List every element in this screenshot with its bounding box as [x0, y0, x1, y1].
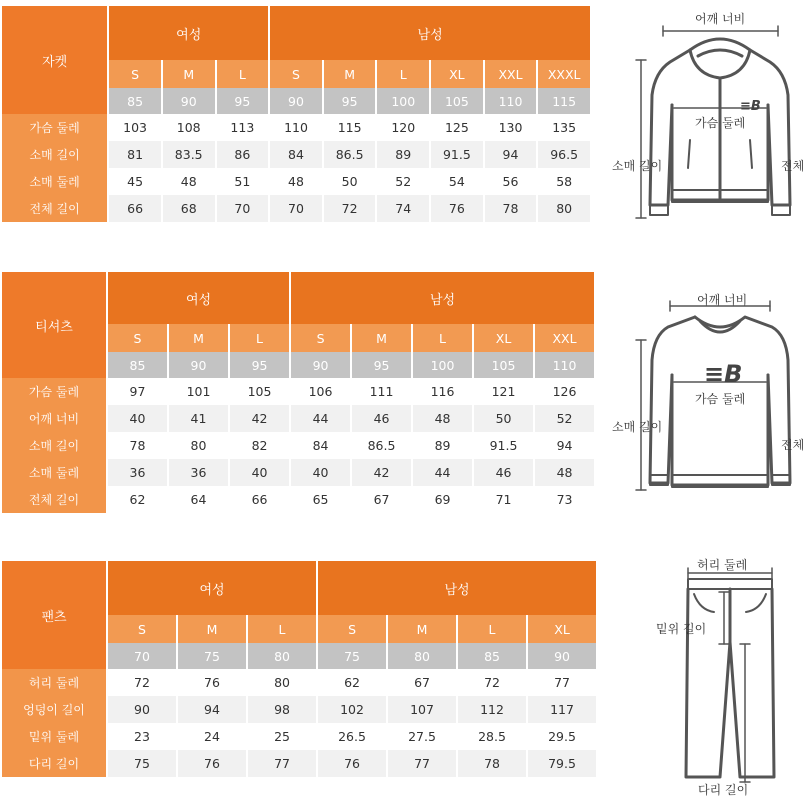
shoulder-width-label: 어깨 너비 — [695, 12, 746, 26]
measurement-value: 54 — [431, 168, 483, 195]
measurement-value: 73 — [535, 486, 594, 513]
rise-length-label: 밑위 길이 — [656, 622, 707, 636]
measurement-value: 108 — [163, 114, 215, 141]
measurement-value: 77 — [248, 750, 316, 777]
table-row — [2, 432, 594, 459]
measurement-value: 40 — [230, 459, 289, 486]
measurement-value: 135 — [538, 114, 590, 141]
measurement-value: 70 — [217, 195, 269, 222]
size-label: L — [413, 324, 472, 352]
measurement-value: 66 — [230, 486, 289, 513]
measurement-value: 52 — [535, 405, 594, 432]
measurement-value: 91.5 — [431, 141, 483, 168]
measurement-value: 50 — [474, 405, 533, 432]
shoulder-width-label: 어깨 너비 — [697, 293, 748, 307]
size-number: 85 — [109, 88, 161, 114]
measurement-value: 46 — [352, 405, 411, 432]
tshirt-measurement-diagram — [600, 285, 804, 500]
leg-length-label: 다리 길이 — [698, 783, 749, 797]
measurement-value: 36 — [108, 459, 167, 486]
table-row — [2, 378, 594, 405]
measurement-value: 107 — [388, 696, 456, 723]
measurement-value: 78 — [108, 432, 167, 459]
measurement-value: 115 — [324, 114, 376, 141]
size-number: 70 — [108, 643, 176, 669]
measurement-value: 81 — [109, 141, 161, 168]
measurement-value: 125 — [431, 114, 483, 141]
size-label: M — [178, 615, 246, 643]
measurement-value: 77 — [388, 750, 456, 777]
measurement-value: 44 — [413, 459, 472, 486]
measurement-value: 83.5 — [163, 141, 215, 168]
size-label: XL — [431, 60, 483, 88]
measurement-value: 94 — [535, 432, 594, 459]
size-number: 75 — [178, 643, 246, 669]
measurement-value: 77 — [528, 669, 596, 696]
measurement-value: 86 — [217, 141, 269, 168]
measurement-label: 소매 길이 — [2, 141, 107, 168]
size-number: 110 — [485, 88, 537, 114]
size-label: XL — [528, 615, 596, 643]
measurement-label: 밑위 둘레 — [2, 723, 106, 750]
measurement-value: 120 — [377, 114, 429, 141]
measurement-value: 89 — [413, 432, 472, 459]
size-number: 90 — [163, 88, 215, 114]
table-row — [2, 114, 590, 141]
measurement-value: 51 — [217, 168, 269, 195]
measurement-value: 66 — [109, 195, 161, 222]
measurement-value: 42 — [230, 405, 289, 432]
measurement-value: 113 — [217, 114, 269, 141]
table-row — [2, 669, 596, 696]
jacket-size-table — [0, 6, 592, 222]
size-label: XXXL — [538, 60, 590, 88]
measurement-value: 64 — [169, 486, 228, 513]
measurement-value: 76 — [318, 750, 386, 777]
measurement-value: 79.5 — [528, 750, 596, 777]
measurement-label: 전체 길이 — [2, 195, 107, 222]
sleeve-length-label: 소매 길이 — [612, 420, 663, 434]
size-label: S — [291, 324, 350, 352]
size-number: 85 — [458, 643, 526, 669]
measurement-value: 75 — [108, 750, 176, 777]
pants-men-header: 남성 — [318, 561, 596, 615]
measurement-value: 86.5 — [324, 141, 376, 168]
measurement-value: 48 — [163, 168, 215, 195]
measurement-value: 97 — [108, 378, 167, 405]
measurement-value: 67 — [388, 669, 456, 696]
table-row — [2, 459, 594, 486]
size-label: M — [352, 324, 411, 352]
measurement-value: 84 — [270, 141, 322, 168]
measurement-value: 94 — [485, 141, 537, 168]
size-number: 75 — [318, 643, 386, 669]
waist-label: 허리 둘레 — [697, 558, 748, 572]
measurement-value: 96.5 — [538, 141, 590, 168]
measurement-value: 67 — [352, 486, 411, 513]
jacket-category-label: 자켓 — [2, 6, 107, 114]
measurement-value: 44 — [291, 405, 350, 432]
measurement-value: 76 — [431, 195, 483, 222]
measurement-value: 112 — [458, 696, 526, 723]
measurement-value: 65 — [291, 486, 350, 513]
measurement-value: 90 — [108, 696, 176, 723]
measurement-value: 78 — [458, 750, 526, 777]
measurement-value: 36 — [169, 459, 228, 486]
size-label: S — [108, 615, 176, 643]
measurement-value: 98 — [248, 696, 316, 723]
size-label: XXL — [535, 324, 594, 352]
measurement-value: 101 — [169, 378, 228, 405]
pants-category-label: 팬츠 — [2, 561, 106, 669]
chest-label: 가슴 둘레 — [695, 116, 746, 130]
size-number: 90 — [169, 352, 228, 378]
measurement-value: 130 — [485, 114, 537, 141]
size-number: 95 — [324, 88, 376, 114]
table-row — [2, 723, 596, 750]
measurement-value: 62 — [108, 486, 167, 513]
size-label: M — [163, 60, 215, 88]
measurement-value: 86.5 — [352, 432, 411, 459]
measurement-value: 48 — [270, 168, 322, 195]
size-number: 95 — [230, 352, 289, 378]
measurement-value: 56 — [485, 168, 537, 195]
measurement-value: 45 — [109, 168, 161, 195]
measurement-value: 94 — [178, 696, 246, 723]
logo-mark: ≡B — [704, 360, 743, 388]
measurement-label: 소매 둘레 — [2, 459, 106, 486]
measurement-value: 121 — [474, 378, 533, 405]
measurement-value: 117 — [528, 696, 596, 723]
measurement-value: 24 — [178, 723, 246, 750]
measurement-label: 어깨 너비 — [2, 405, 106, 432]
measurement-value: 72 — [324, 195, 376, 222]
size-label: M — [169, 324, 228, 352]
measurement-value: 52 — [377, 168, 429, 195]
measurement-value: 71 — [474, 486, 533, 513]
measurement-value: 27.5 — [388, 723, 456, 750]
chest-label: 가슴 둘레 — [695, 392, 746, 406]
table-row — [2, 486, 594, 513]
measurement-value: 126 — [535, 378, 594, 405]
jacket-women-header: 여성 — [109, 6, 268, 60]
size-label: L — [458, 615, 526, 643]
measurement-value: 50 — [324, 168, 376, 195]
size-label: S — [270, 60, 322, 88]
measurement-value: 91.5 — [474, 432, 533, 459]
total-length-label: 전체 — [781, 159, 804, 173]
measurement-value: 116 — [413, 378, 472, 405]
size-number: 100 — [377, 88, 429, 114]
measurement-value: 82 — [230, 432, 289, 459]
pants-women-header: 여성 — [108, 561, 316, 615]
table-row — [2, 168, 590, 195]
measurement-value: 28.5 — [458, 723, 526, 750]
measurement-label: 가슴 둘레 — [2, 114, 107, 141]
measurement-value: 69 — [413, 486, 472, 513]
measurement-value: 106 — [291, 378, 350, 405]
measurement-value: 80 — [538, 195, 590, 222]
sleeve-length-label: 소매 길이 — [612, 159, 663, 173]
size-label: XL — [474, 324, 533, 352]
jacket-men-header: 남성 — [270, 6, 590, 60]
tshirt-size-table — [0, 272, 596, 513]
measurement-value: 80 — [248, 669, 316, 696]
size-number: 95 — [217, 88, 269, 114]
size-label: M — [388, 615, 456, 643]
measurement-value: 102 — [318, 696, 386, 723]
table-row — [2, 141, 590, 168]
size-number: 110 — [535, 352, 594, 378]
size-label: L — [377, 60, 429, 88]
measurement-value: 89 — [377, 141, 429, 168]
measurement-value: 103 — [109, 114, 161, 141]
measurement-value: 84 — [291, 432, 350, 459]
size-label: M — [324, 60, 376, 88]
measurement-label: 다리 길이 — [2, 750, 106, 777]
measurement-value: 70 — [270, 195, 322, 222]
size-number: 105 — [474, 352, 533, 378]
measurement-label: 소매 길이 — [2, 432, 106, 459]
measurement-value: 72 — [458, 669, 526, 696]
size-number: 90 — [528, 643, 596, 669]
measurement-value: 62 — [318, 669, 386, 696]
measurement-value: 110 — [270, 114, 322, 141]
size-label: S — [108, 324, 167, 352]
measurement-label: 허리 둘레 — [2, 669, 106, 696]
measurement-value: 40 — [108, 405, 167, 432]
measurement-value: 25 — [248, 723, 316, 750]
size-number: 80 — [388, 643, 456, 669]
table-row — [2, 696, 596, 723]
measurement-value: 58 — [538, 168, 590, 195]
size-number: 90 — [270, 88, 322, 114]
size-label: S — [109, 60, 161, 88]
size-label: L — [248, 615, 316, 643]
table-row — [2, 195, 590, 222]
measurement-label: 전체 길이 — [2, 486, 106, 513]
measurement-value: 78 — [485, 195, 537, 222]
tshirt-men-header: 남성 — [291, 272, 594, 324]
size-label: L — [217, 60, 269, 88]
tshirt-category-label: 티셔츠 — [2, 272, 106, 378]
tshirt-women-header: 여성 — [108, 272, 289, 324]
measurement-value: 68 — [163, 195, 215, 222]
measurement-value: 46 — [474, 459, 533, 486]
size-label: S — [318, 615, 386, 643]
measurement-value: 26.5 — [318, 723, 386, 750]
measurement-value: 105 — [230, 378, 289, 405]
measurement-label: 엉덩이 길이 — [2, 696, 106, 723]
measurement-value: 74 — [377, 195, 429, 222]
size-number: 85 — [108, 352, 167, 378]
measurement-value: 76 — [178, 669, 246, 696]
pants-size-table — [0, 561, 598, 777]
pants-illustration — [620, 552, 800, 800]
pants-measurement-diagram — [620, 552, 800, 800]
size-label: L — [230, 324, 289, 352]
size-number: 95 — [352, 352, 411, 378]
measurement-value: 48 — [535, 459, 594, 486]
size-number: 100 — [413, 352, 472, 378]
size-number: 90 — [291, 352, 350, 378]
jacket-measurement-diagram — [600, 0, 804, 240]
measurement-value: 42 — [352, 459, 411, 486]
size-number: 105 — [431, 88, 483, 114]
measurement-value: 48 — [413, 405, 472, 432]
measurement-label: 소매 둘레 — [2, 168, 107, 195]
table-row — [2, 750, 596, 777]
size-number: 80 — [248, 643, 316, 669]
measurement-value: 76 — [178, 750, 246, 777]
measurement-value: 23 — [108, 723, 176, 750]
measurement-value: 40 — [291, 459, 350, 486]
logo-mark: ≡B — [740, 99, 761, 114]
size-label: XXL — [485, 60, 537, 88]
table-row — [2, 405, 594, 432]
measurement-label: 가슴 둘레 — [2, 378, 106, 405]
measurement-value: 72 — [108, 669, 176, 696]
measurement-value: 111 — [352, 378, 411, 405]
measurement-value: 41 — [169, 405, 228, 432]
size-number: 115 — [538, 88, 590, 114]
measurement-value: 29.5 — [528, 723, 596, 750]
total-length-label: 전체 — [781, 438, 804, 452]
measurement-value: 80 — [169, 432, 228, 459]
